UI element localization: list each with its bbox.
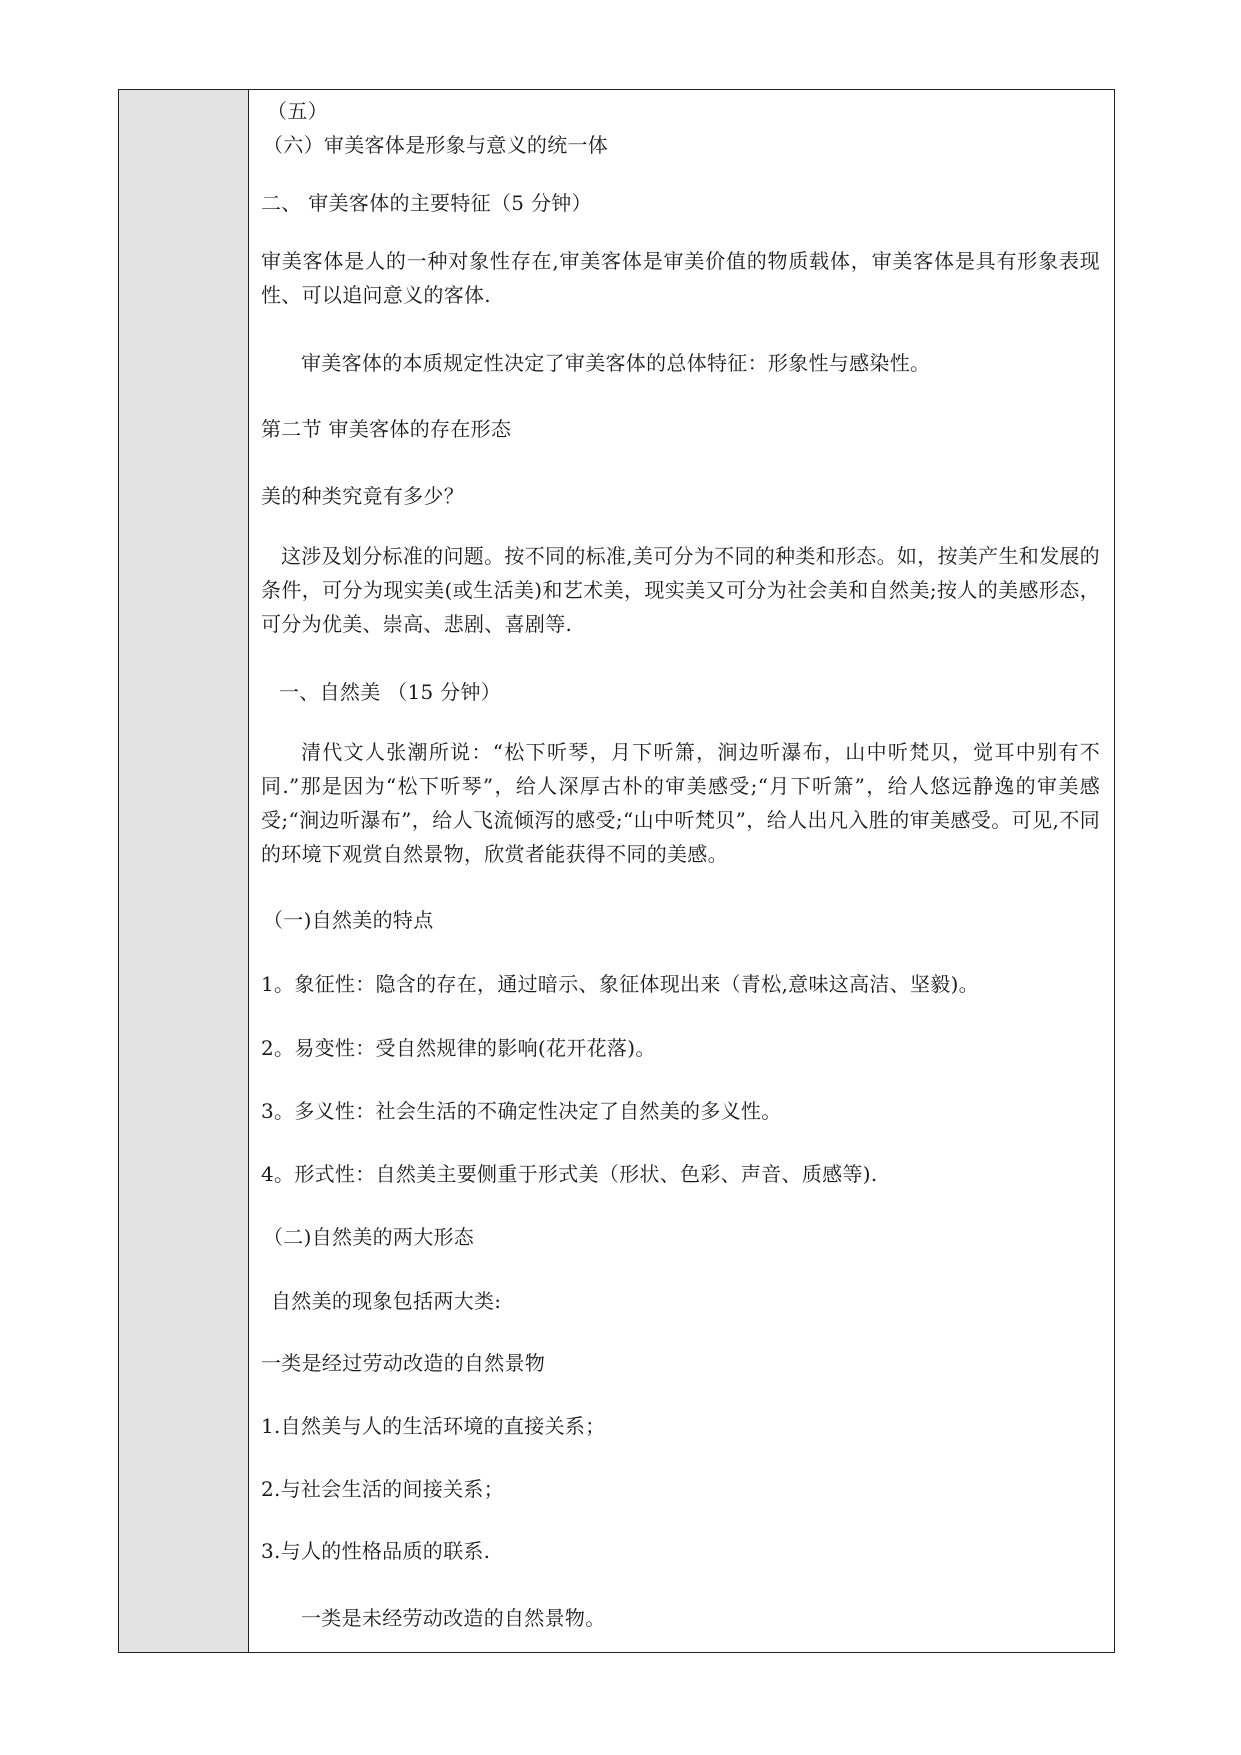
list-item-living-environment: 1.自然美与人的生活环境的直接关系； <box>261 1414 606 1438</box>
list-item-character: 3.与人的性格品质的联系. <box>261 1539 491 1563</box>
subheading-two-forms: （二)自然美的两大形态 <box>263 1225 475 1249</box>
list-item-polysemous: 3。多义性：社会生活的不确定性决定了自然美的多义性。 <box>261 1099 782 1123</box>
paragraph-classification: 这涉及划分标准的问题。按不同的标准,美可分为不同的种类和形态。如，按美产生和发展的条件，可分为现实美(或生活美)和艺术美，现实美又可分为社会美和自然美;按人的美感形态，可分为优美、崇高、悲剧、喜剧等. <box>261 544 1100 636</box>
heading-five: （五） <box>267 99 328 123</box>
section-heading-forms: 第二节 审美客体的存在形态 <box>261 417 512 441</box>
subheading-characteristics: （一)自然美的特点 <box>263 908 434 932</box>
category-labor-transformed: 一类是经过劳动改造的自然景物 <box>261 1351 546 1375</box>
paragraph-overall-features: 审美客体的本质规定性决定了审美客体的总体特征：形象性与感染性。 <box>301 351 931 375</box>
heading-natural-beauty: 一、自然美 （15 分钟） <box>279 680 502 704</box>
lesson-table <box>118 89 1115 1653</box>
section-heading-features: 二、 审美客体的主要特征（5 分钟） <box>261 191 592 215</box>
heading-six: （六）审美客体是形象与意义的统一体 <box>263 133 609 157</box>
list-item-changeable: 2。易变性：受自然规律的影响(花开花落)。 <box>261 1036 656 1060</box>
paragraph-zhang-chao: 清代文人张潮所说：“松下听琴，月下听箫，涧边听瀑布，山中听梵贝，觉耳中别有不同.”那是因为“松下听琴”，给人深厚古朴的审美感受;“月下听箫”，给人悠远静逸的审美感受;“涧边听瀑布”，给人飞流倾泻的感受;“山中听梵贝”，给人出凡入胜的审美感受。可见,不同的环境下观赏自然景物，欣赏者能获得不同的美感。 <box>261 740 1100 866</box>
category-untransformed: 一类是未经劳动改造的自然景物。 <box>301 1606 606 1630</box>
paragraph-object-definition: 审美客体是人的一种对象性存在,审美客体是审美价值的物质载体，审美客体是具有形象表现性、可以追问意义的客体. <box>261 249 1100 307</box>
list-item-social-life: 2.与社会生活的间接关系； <box>261 1477 504 1501</box>
intro-two-categories: 自然美的现象包括两大类: <box>271 1289 502 1313</box>
list-item-formal: 4。形式性：自然美主要侧重于形式美（形状、色彩、声音、质感等). <box>261 1162 878 1186</box>
left-label-column <box>119 90 249 1652</box>
content-column <box>249 90 1114 1652</box>
question-line: 美的种类究竟有多少？ <box>261 484 464 508</box>
list-item-symbolic: 1。象征性：隐含的存在，通过暗示、象征体现出来（青松,意味这高洁、坚毅)。 <box>261 972 979 996</box>
